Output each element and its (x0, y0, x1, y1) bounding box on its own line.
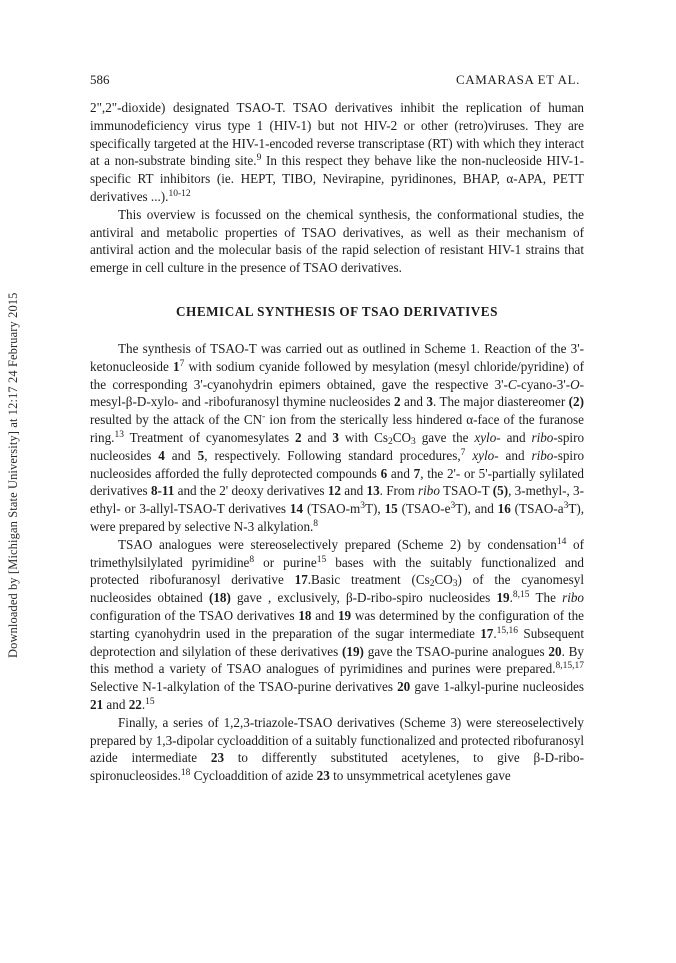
download-notice-text: Downloaded by [Michigan State University] at 12:17 24 February 2015 (6, 292, 20, 658)
citation: 13 (114, 429, 124, 440)
citation: 9 (256, 153, 262, 164)
citation: 8,15,17 (555, 661, 584, 672)
citation: 7 (179, 358, 185, 369)
citation: 8 (313, 518, 319, 529)
citation: 7 (460, 447, 466, 458)
paragraph-overview: This overview is focussed on the chemical synthesis, the conformational studies, the antiviral and metabolic properties of TSAO derivatives, as well as their mechanism of antiviral action and the molecular basis of the rapid selection of resistant HIV-1 strains that emerge in cell culture in the presence of TSAO derivatives. (90, 206, 584, 276)
citation: 8,15 (512, 590, 530, 601)
paragraph-tsao-analogues: TSAO analogues were stereoselectively prepared (Scheme 2) by condensation$^{14}$ of trimethylsilylated pyrimidine$^8$ or purine$^{15}$ bases with the suitably functionalized and protected ribofuranosyl derivative 17.Basic treatment $(Cs_2CO_3)$ of the cyanomesyl nucleosides obtained (18) gave , exclusively, β-D-ribo-spiro nucleosides 19.$^{8,15}$ The ribo configuration of the TSAO derivatives 18 and 19 was determined by the configuration of the starting cyanohydrin used in the preparation of the sugar intermediate 17.$^{15,16}$ Subsequent deprotection and silylation of these derivatives (19) gave the TSAO-purine analogues 20. By this method a variety of TSAO analogues of pyrimidines and purines were prepared.$^{8,15,17}$ Selective N-1-alkylation of the TSAO-purine derivatives 20 gave 1-alkyl-purine nucleosides 21 and 22.15 (90, 536, 585, 712)
paragraph-tsao-t-synthesis: The synthesis of TSAO-T was carried out as outlined in Scheme 1. Reaction of the 3'-ketonucleoside $1^7$ with sodium cyanide followed by mesylation (mesyl chloride/pyridine) of the corresponding 3'-cyanohydrin epimers obtained, gave the respective 3'-C-cyano-3'-O-mesyl-β-D-xylo- and -ribofuranosyl thymine nucleosides 2 and 3. The major diastereomer (2) resulted by the attack of the CN- ion from the sterically less hindered α-face of the furanose ring.$^{13}$ Treatment of cyanomesylates 2 and 3 with $Cs_2CO_3$ gave the xylo- and ribo-spiro nucleosides 4 and 5, respectively. Following standard procedures,$^7$ xylo- and ribo-spiro nucleosides afforded the fully deprotected compounds 6 and 7, the 2'- or 5'-partially sylilated derivatives 8-11 and the 2' deoxy derivatives 12 and 13. From ribo TSAO-T (5), 3-methyl-, 3-ethyl- or 3-allyl-TSAO-T derivatives 14 $(TSAO-m^3T)$, 15 $(TSAO-e^3T)$, and 16 $(TSAO-a^3T)$, were prepared by selective N-3 alkylation.$^8$ (90, 340, 585, 534)
citation: 8 (249, 554, 255, 565)
paragraph-triazole-derivatives: Finally, a series of 1,2,3-triazole-TSAO derivatives (Scheme 3) were stereoselectively prepared by 1,3-dipolar cycloaddition of a suitably functionalized and protected ribofuranosyl azide intermediate 23 to differently substituted acetylenes, to give β-D-ribo-spironucleosides.$^{18}$ Cycloaddition of azide 23 to unsymmetrical acetylenes gave (90, 714, 584, 784)
citation: 18 (180, 768, 191, 779)
article-body (90, 99, 584, 785)
citation: 15,16 (496, 625, 519, 636)
citation: 10-12 (168, 188, 191, 199)
citation: 15 (145, 696, 155, 707)
section-heading: CHEMICAL SYNTHESIS OF TSAO DERIVATIVES (176, 303, 498, 319)
page-number: 586 (90, 72, 110, 87)
paragraph-tsao-intro: 2",2"-dioxide) designated TSAO-T. TSAO derivatives inhibit the replication of human immunodeficiency virus type 1 (HIV-1) but not HIV-2 or other (retro)viruses. They are specifically targeted at the HIV-1-encoded reverse transcriptase (RT) with which they interact at a non-substrate binding site.$^9$ In this respect they behave like the non-nucleoside HIV-1-specific RT inhibitors (ie. HEPT, TIBO, Nevirapine, pyridinones, BHAP, α-APA, PETT derivatives ...).$^{10-12}$ (90, 100, 584, 204)
download-notice (4, 292, 22, 660)
running-head: CAMARASA ET AL. (456, 72, 580, 87)
citation: 14 (556, 536, 567, 547)
citation: 15 (316, 554, 327, 565)
